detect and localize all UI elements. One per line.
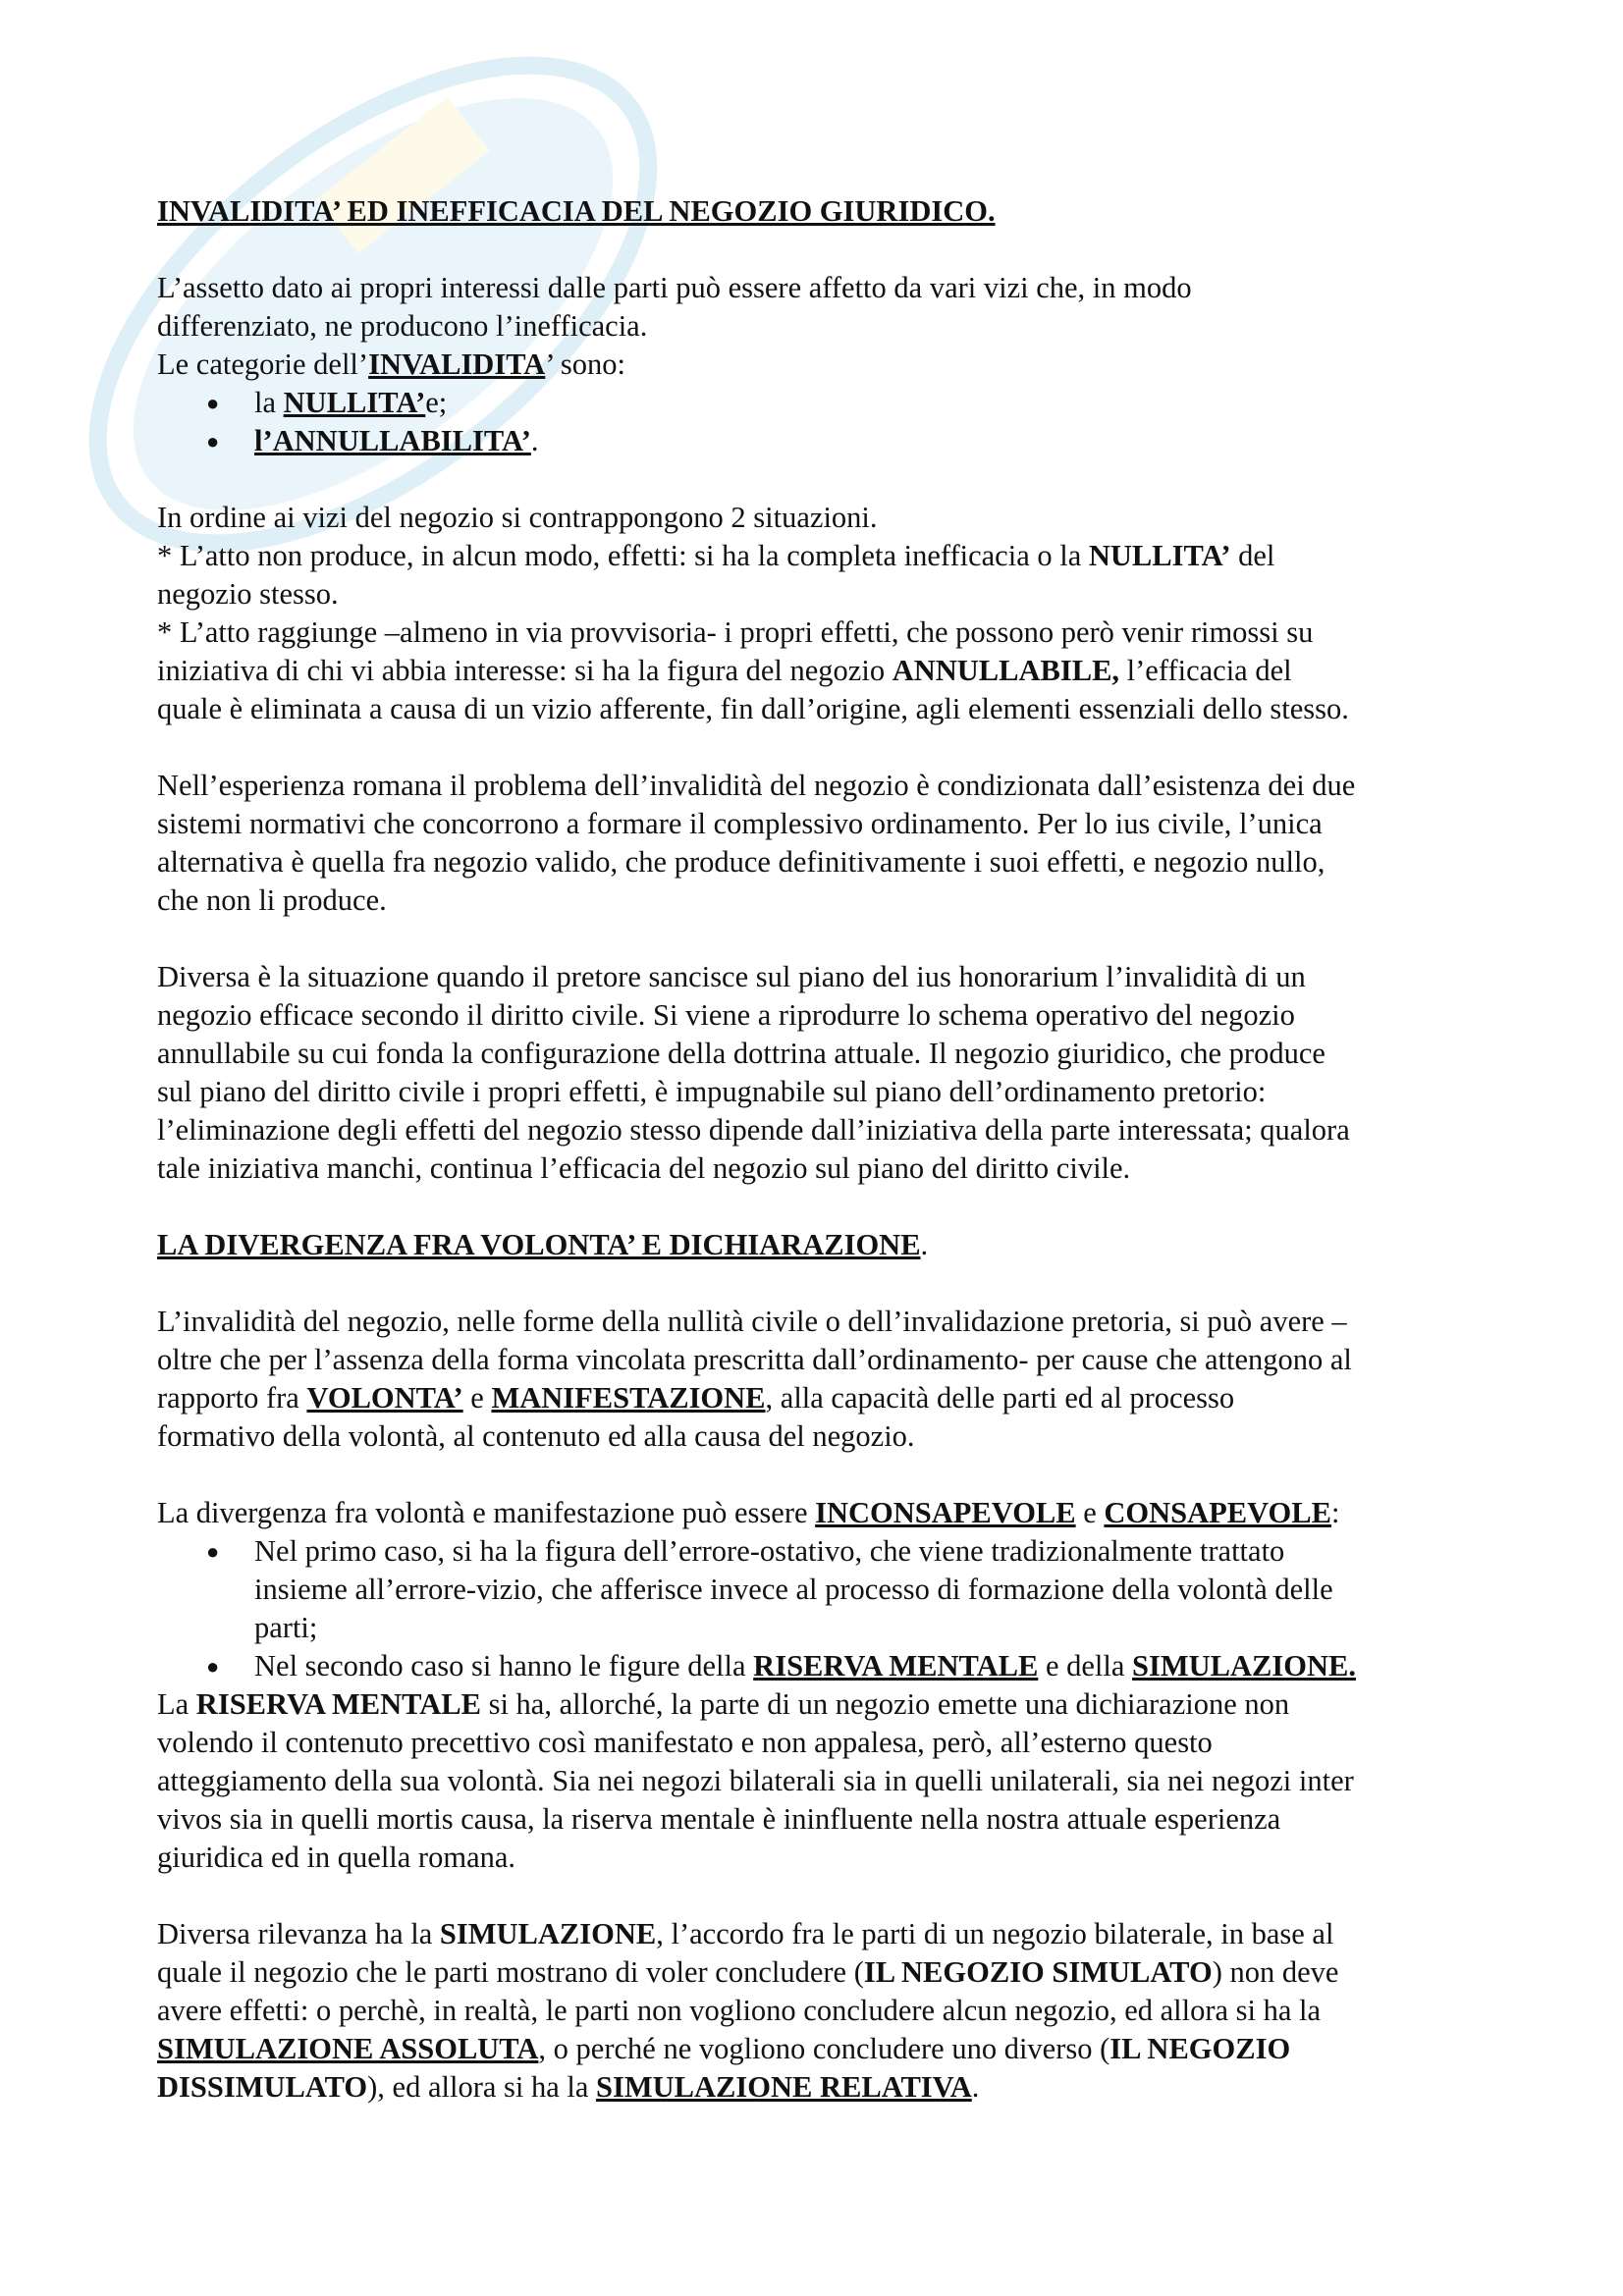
text-run: La bbox=[157, 1687, 196, 1721]
text-line: oltre che per l’assenza della forma vincolata prescritta dall’ordinamento- per cause che attengono al bbox=[157, 1343, 1352, 1376]
text-line: formativo della volontà, al contenuto ed alla causa del negozio. bbox=[157, 1419, 915, 1453]
document-body bbox=[157, 192, 1492, 2107]
text-line: vivos sia in quelli mortis causa, la riserva mentale è ininfluente nella nostra attuale esperienza bbox=[157, 1802, 1281, 1836]
text-run: . bbox=[971, 2070, 980, 2104]
text-line: L’assetto dato ai propri interessi dalle parti può essere affetto da vari vizi che, in modo bbox=[157, 271, 1192, 304]
text-line: annullabile su cui fonda la configurazione della dottrina attuale. Il negozio giuridico, che produce bbox=[157, 1037, 1325, 1070]
paragraph-pretore bbox=[157, 958, 1492, 1188]
text-run: Nel secondo caso si hanno le figure della bbox=[254, 1649, 754, 1682]
term-volonta: VOLONTA’ bbox=[306, 1381, 463, 1415]
text-line: l’eliminazione degli effetti del negozio stesso dipende dall’iniziativa della parte interessata; qualora bbox=[157, 1113, 1350, 1147]
list-item bbox=[157, 384, 1492, 422]
text-run: , o perché ne vogliono concludere uno diverso ( bbox=[538, 2032, 1110, 2065]
list-categorie bbox=[157, 384, 1492, 460]
text-line: giuridica ed in quella romana. bbox=[157, 1841, 516, 1874]
bullet-icon: ● bbox=[206, 1539, 220, 1564]
text-line: L’invalidità del negozio, nelle forme della nullità civile o dell’invalidazione pretoria, si può avere – bbox=[157, 1305, 1347, 1338]
text-line: quale è eliminata a causa di un vizio afferente, fin dall’origine, agli elementi essenziali dello stesso. bbox=[157, 692, 1349, 725]
text-run: Diversa rilevanza ha la bbox=[157, 1917, 440, 1950]
text-line: * L’atto raggiunge –almeno in via provvisoria- i propri effetti, che possono però venir rimossi su bbox=[157, 615, 1314, 649]
text-run: , l’accordo fra le parti di un negozio bilaterale, in base al bbox=[656, 1917, 1334, 1950]
text-line: volendo il contenuto precettivo così manifestato e non appalesa, però, all’esterno questo bbox=[157, 1726, 1213, 1759]
list-casi bbox=[157, 1532, 1492, 1685]
text-run: rapporto fra bbox=[157, 1381, 307, 1415]
term-negozio-simulato: IL NEGOZIO SIMULATO bbox=[863, 1955, 1213, 1989]
list-item bbox=[157, 422, 1492, 460]
text-line: insieme all’errore-vizio, che afferisce invece al processo di formazione della volontà delle bbox=[254, 1573, 1333, 1606]
text-line: che non li produce. bbox=[157, 883, 387, 917]
text-line: In ordine ai vizi del negozio si contrappongono 2 situazioni. bbox=[157, 501, 878, 534]
term-simulazione-assoluta: SIMULAZIONE ASSOLUTA bbox=[157, 2032, 539, 2065]
text-run: ’ sono: bbox=[545, 347, 625, 381]
text-run: : bbox=[1330, 1496, 1340, 1529]
text-run: Le categorie dell’ bbox=[157, 347, 369, 381]
text-run: La divergenza fra volontà e manifestazione può essere bbox=[157, 1496, 816, 1529]
text-line: Diversa è la situazione quando il pretore sancisce sul piano del ius honorarium l’invalidità di un bbox=[157, 960, 1306, 993]
text-run: e della bbox=[1038, 1649, 1133, 1682]
text-run: e; bbox=[425, 386, 448, 419]
text-run: del bbox=[1230, 539, 1275, 572]
text-line: negozio efficace secondo il diritto civile. Si viene a riprodurre lo schema operativo del negozio bbox=[157, 998, 1295, 1032]
text-run: ) non deve bbox=[1212, 1955, 1339, 1989]
text-run: e bbox=[462, 1381, 492, 1415]
text-run: . bbox=[920, 1228, 929, 1261]
term-riserva-mentale-bold: RISERVA MENTALE bbox=[195, 1687, 481, 1721]
text-line: Nell’esperienza romana il problema dell’invalidità del negozio è condizionata dall’esistenza dei due bbox=[157, 769, 1356, 802]
term-inconsapevole: INCONSAPEVOLE bbox=[815, 1496, 1076, 1529]
term-nullita: NULLITA’ bbox=[283, 386, 426, 419]
text-run: ), ed allora si ha la bbox=[367, 2070, 597, 2104]
text-line: Nel primo caso, si ha la figura dell’errore-ostativo, che viene tradizionalmente trattato bbox=[254, 1534, 1285, 1568]
paragraph-simulazione bbox=[157, 1915, 1492, 2107]
text-run: si ha, allorché, la parte di un negozio emette una dichiarazione non bbox=[480, 1687, 1290, 1721]
paragraph-assetto bbox=[157, 269, 1492, 346]
bullet-icon: ● bbox=[206, 391, 220, 415]
text-run: l’efficacia del bbox=[1119, 654, 1292, 687]
text-line: alternativa è quella fra negozio valido, che produce definitivamente i suoi effetti, e negozio nullo, bbox=[157, 845, 1325, 879]
term-manifestazione: MANIFESTAZIONE bbox=[491, 1381, 766, 1415]
text-line: tale iniziativa manchi, continua l’efficacia del negozio sul piano del diritto civile. bbox=[157, 1151, 1131, 1185]
bullet-icon: ● bbox=[206, 429, 220, 454]
text-line: sistemi normativi che concorrono a formare il complessivo ordinamento. Per lo ius civile, l’unica bbox=[157, 807, 1323, 840]
term-invalidita: INVALIDITA bbox=[368, 347, 546, 381]
text-line: atteggiamento della sua volontà. Sia nei negozi bilaterali sia in quelli unilaterali, sia nei negozi inter bbox=[157, 1764, 1354, 1797]
paragraph-invalidita-negozio bbox=[157, 1303, 1492, 1456]
text-line: avere effetti: o perchè, in realtà, le parti non vogliono concludere alcun negozio, ed allora si ha la bbox=[157, 1994, 1322, 2027]
text-run: , alla capacità delle parti ed al processo bbox=[765, 1381, 1235, 1415]
text-run: quale il negozio che le parti mostrano di voler concludere ( bbox=[157, 1955, 864, 1989]
bullet-icon: ● bbox=[206, 1654, 220, 1679]
text-line: sul piano del diritto civile i propri effetti, è impugnabile sul piano dell’ordinamento pretorio: bbox=[157, 1075, 1267, 1108]
term-simulazione: SIMULAZIONE. bbox=[1132, 1649, 1356, 1682]
text-line: differenziato, ne producono l’inefficacia. bbox=[157, 309, 648, 343]
text-line: negozio stesso. bbox=[157, 577, 339, 611]
term-simulazione-bold: SIMULAZIONE bbox=[439, 1917, 657, 1950]
term-annullabile: ANNULLABILE, bbox=[892, 654, 1120, 687]
term-dissimulato: DISSIMULATO bbox=[157, 2070, 368, 2104]
heading-invalidita: INVALIDITA’ ED INEFFICACIA DEL NEGOZIO GIURIDICO. bbox=[157, 194, 996, 228]
text-run: iniziativa di chi vi abbia interesse: si ha la figura del negozio bbox=[157, 654, 893, 687]
text-run: * L’atto non produce, in alcun modo, effetti: si ha la completa inefficacia o la bbox=[157, 539, 1089, 572]
text-run: la bbox=[254, 386, 284, 419]
heading-text: LA DIVERGENZA FRA VOLONTA’ E DICHIARAZIONE bbox=[157, 1228, 921, 1261]
list-item bbox=[157, 1532, 1492, 1647]
term-nullita-bold: NULLITA’ bbox=[1088, 539, 1231, 572]
term-consapevole: CONSAPEVOLE bbox=[1104, 1496, 1331, 1529]
term-simulazione-relativa: SIMULAZIONE RELATIVA bbox=[596, 2070, 972, 2104]
heading-divergenza bbox=[157, 1226, 1492, 1264]
paragraph-vizi bbox=[157, 499, 1492, 728]
term-annullabilita: l’ANNULLABILITA’ bbox=[254, 424, 531, 457]
text-run: . bbox=[530, 424, 539, 457]
paragraph-divergenza bbox=[157, 1494, 1492, 1532]
list-item bbox=[157, 1647, 1492, 1685]
text-run: e bbox=[1075, 1496, 1105, 1529]
paragraph-esperienza-romana bbox=[157, 767, 1492, 920]
term-negozio: IL NEGOZIO bbox=[1109, 2032, 1291, 2065]
text-line: parti; bbox=[254, 1611, 318, 1644]
paragraph-categorie bbox=[157, 346, 1492, 384]
term-riserva-mentale: RISERVA MENTALE bbox=[753, 1649, 1039, 1682]
paragraph-riserva-mentale bbox=[157, 1685, 1492, 1877]
